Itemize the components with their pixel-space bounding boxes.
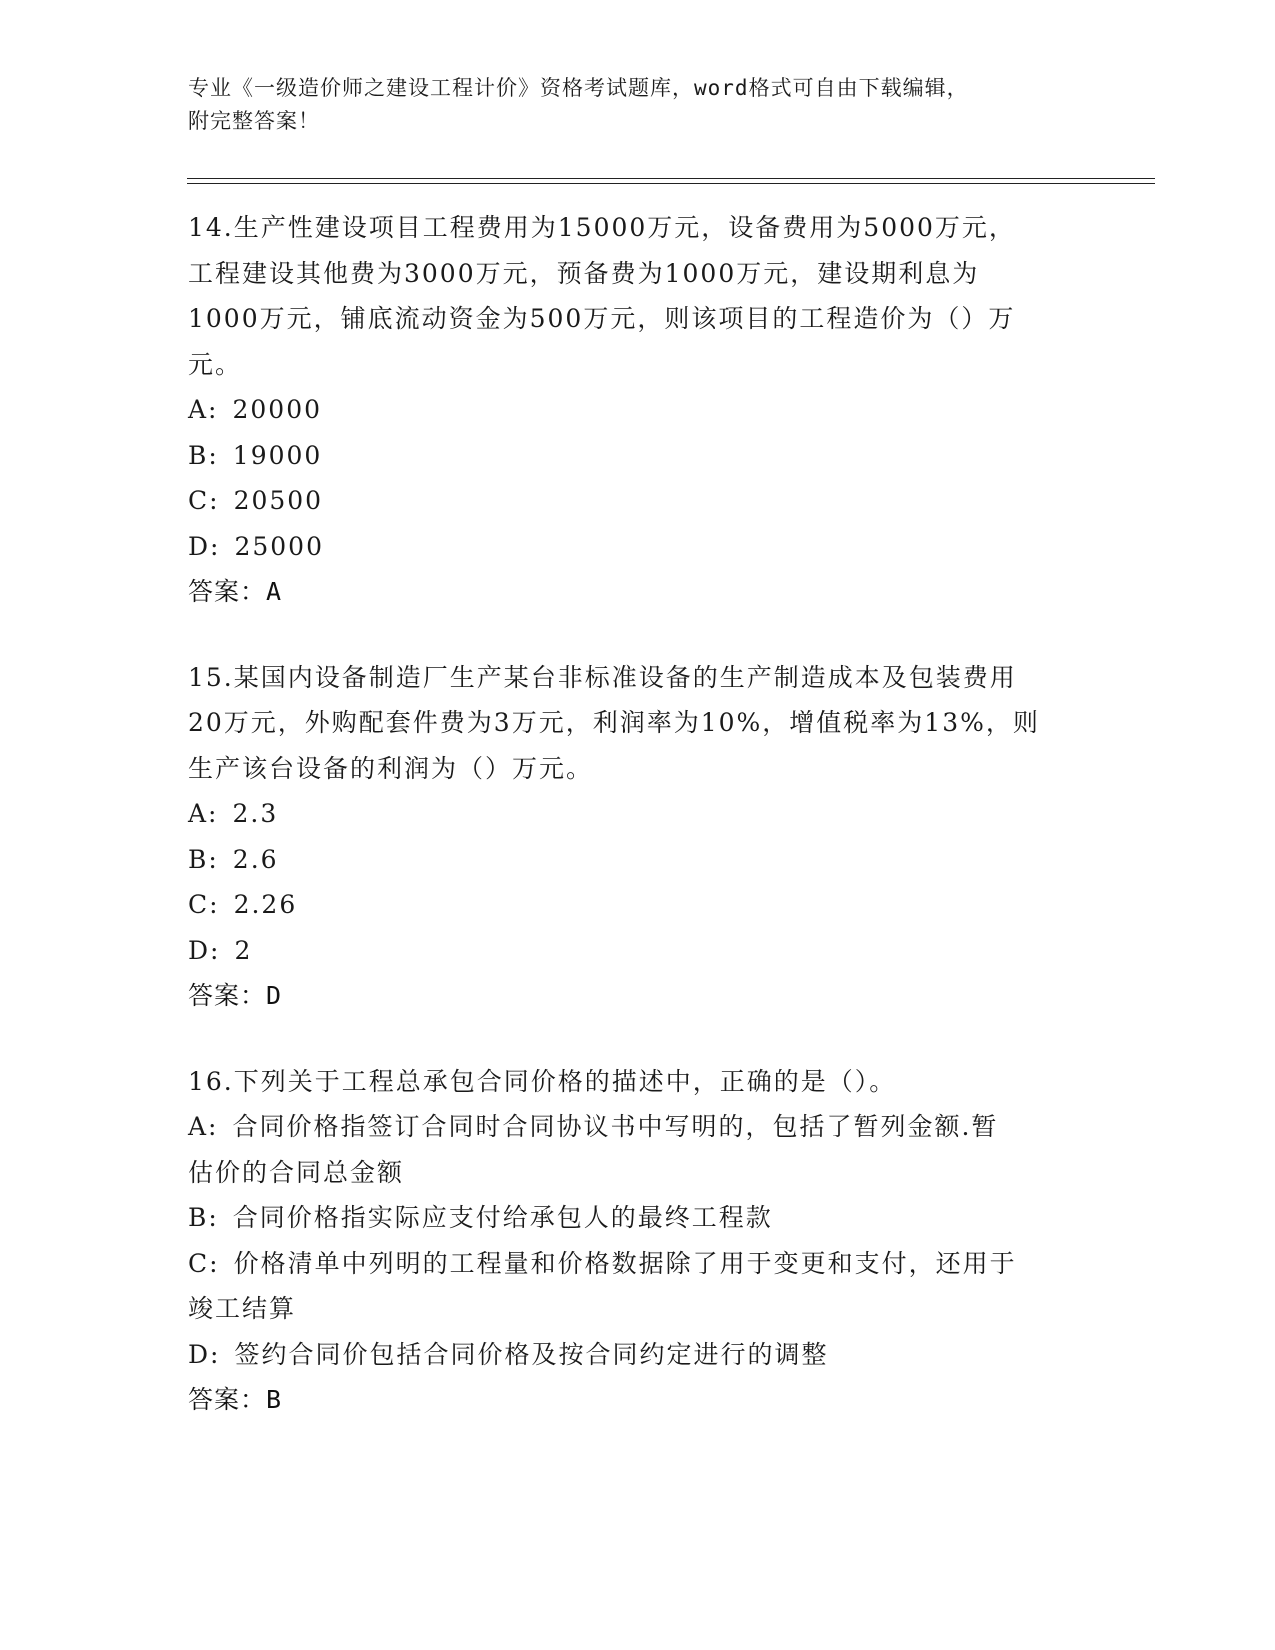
question-stem-line: 14.生产性建设项目工程费用为15000万元，设备费用为5000万元， (188, 213, 1016, 242)
option-a (188, 791, 1088, 837)
question-stem-line: 15.某国内设备制造厂生产某台非标准设备的生产制造成本及包装费用 (188, 662, 1017, 692)
answer-line: 答案：B (188, 1385, 283, 1414)
option-a-continuation (188, 1150, 1088, 1196)
header-line-1: 专业《一级造价师之建设工程计价》资格考试题库，word格式可自由下载编辑， (188, 76, 969, 100)
header-line-2: 附完整答案！ (188, 109, 320, 133)
option-a (188, 1104, 1088, 1150)
option-text: 合同价格指签订合同时合同协议书中写明的，包括了暂列金额.暂 (232, 1112, 999, 1141)
option-d (188, 524, 1088, 570)
question-16 (188, 1059, 1088, 1423)
option-text: 2 (234, 935, 253, 965)
question-stem-line: 1000万元，铺底流动资金为500万元，则该项目的工程造价为（）万 (188, 304, 1016, 333)
question-stem-line: 16.下列关于工程总承包合同价格的描述中，正确的是（）。 (188, 1066, 897, 1096)
option-prefix: D: (188, 531, 221, 561)
option-c (188, 882, 1088, 928)
option-text: 2.3 (232, 799, 279, 828)
option-prefix: B: (188, 440, 219, 470)
option-text: 价格清单中列明的工程量和价格数据除了用于变更和支付，还用于 (233, 1248, 1017, 1278)
option-text: 20500 (233, 486, 324, 515)
option-c-continuation (188, 1286, 1088, 1332)
question-15 (188, 655, 1088, 1019)
option-text: 估价的合同总金额 (188, 1157, 405, 1187)
document-header (188, 72, 1088, 138)
question-14 (188, 205, 1088, 615)
option-text: 2.6 (232, 844, 279, 874)
option-d (188, 1332, 1088, 1378)
option-text: 签约合同价包括合同价格及按合同约定进行的调整 (234, 1339, 829, 1369)
answer-line: 答案：D (188, 981, 283, 1010)
option-prefix: C: (188, 486, 220, 515)
question-list (188, 205, 1088, 1463)
option-prefix: B: (188, 844, 219, 874)
option-text: 25000 (234, 531, 324, 561)
option-a (188, 387, 1088, 433)
option-prefix: C: (188, 1248, 220, 1278)
header-divider-top (187, 178, 1155, 179)
option-b (188, 837, 1088, 883)
answer-line: 答案：A (188, 577, 283, 606)
option-b (188, 1195, 1088, 1241)
option-prefix: D: (188, 1339, 221, 1369)
option-prefix: A: (188, 395, 219, 424)
question-stem-line: 元。 (188, 349, 243, 379)
option-b (188, 433, 1088, 479)
option-prefix: D: (188, 935, 221, 965)
header-divider-bottom (187, 183, 1155, 184)
option-prefix: B: (188, 1203, 219, 1232)
option-text: 竣工结算 (188, 1294, 297, 1323)
option-text: 合同价格指实际应支付给承包人的最终工程款 (232, 1203, 773, 1232)
option-prefix: A: (188, 1112, 219, 1141)
question-stem-line: 20万元，外购配套件费为3万元，利润率为10%，增值税率为13%，则 (188, 708, 1040, 737)
option-text: 20000 (232, 395, 323, 424)
option-prefix: A: (188, 799, 219, 828)
option-prefix: C: (188, 890, 220, 919)
option-c (188, 478, 1088, 524)
question-stem-line: 生产该台设备的利润为（）万元。 (188, 753, 594, 783)
option-text: 2.26 (233, 890, 298, 919)
option-c (188, 1241, 1088, 1287)
option-d (188, 928, 1088, 974)
question-stem-line: 工程建设其他费为3000万元，预备费为1000万元，建设期利息为 (188, 258, 980, 288)
option-text: 19000 (232, 440, 323, 470)
